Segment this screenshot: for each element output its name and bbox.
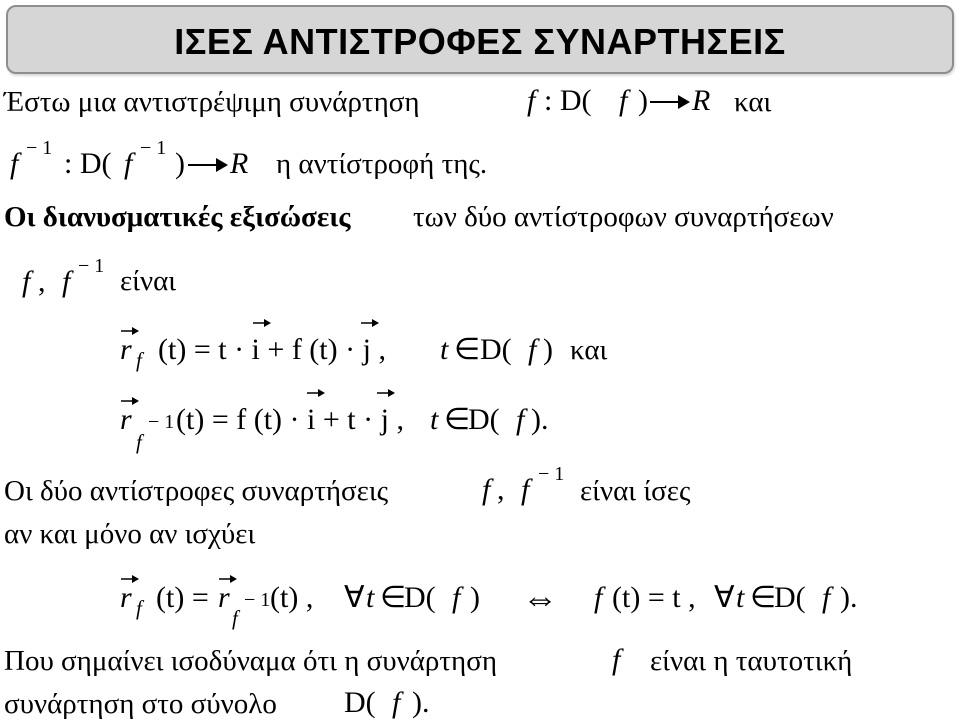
math-inverse-sup: − 1 [140, 137, 167, 159]
math-sub-f: f [136, 348, 142, 372]
math-close: ) [543, 333, 553, 366]
equation-1: (t) = t · i + f (t) · j , [158, 333, 386, 366]
and-text: και [734, 86, 772, 118]
element-of-symbol: ∈ [444, 403, 471, 436]
math-close: ). [412, 686, 430, 719]
math-comma: , [497, 473, 505, 506]
math-f: f [482, 473, 491, 506]
vector-arrow-icon [306, 387, 326, 399]
paragraph-text: Που σημαίνει ισοδύναμα ότι η συνάρτηση [4, 645, 497, 677]
math-f: f [594, 581, 603, 614]
forall-symbol: ∀ [714, 581, 735, 614]
arrow-icon [648, 92, 692, 112]
math-t: t [430, 403, 439, 436]
paragraph-text: συνάρτηση στο σύνολο [4, 688, 277, 720]
paragraph-text: είναι η ταυτοτική [650, 645, 853, 677]
vector-arrow-icon [376, 387, 396, 399]
math-f: f [124, 147, 133, 180]
page-title: ΙΣΕΣ ΑΝΤΙΣΤΡΟΦΕΣ ΣΥΝΑΡΤΗΣΕΙΣ [174, 21, 786, 62]
paragraph-text: είναι ίσες [580, 475, 691, 507]
math-d: D( [404, 581, 436, 614]
element-of-symbol: ∈ [454, 333, 481, 366]
math-close: ). [840, 581, 858, 614]
math-f: f [516, 403, 525, 436]
math-r: r [120, 403, 132, 436]
arrow-icon [186, 155, 230, 175]
bold-heading-text: Οι διανυσματικές εξισώσεις [4, 201, 351, 233]
math-f: f [619, 84, 628, 117]
equation-3-mid: (t) = [156, 581, 209, 614]
math-d: D( [344, 686, 376, 719]
math-f: f [392, 686, 401, 719]
math-f: f [452, 581, 461, 614]
intro-text: Έστω μια αντιστρέψιμη συνάρτηση [4, 86, 420, 118]
math-t: t [736, 581, 745, 614]
math-colon-d: : D( [544, 84, 592, 117]
inverse-text: η αντίστροφή της. [276, 148, 488, 180]
math-t: t [440, 333, 449, 366]
math-r: R [692, 84, 711, 117]
math-r: R [230, 147, 249, 180]
math-d: D( [468, 403, 500, 436]
math-comma: , [38, 265, 46, 298]
vector-arrow-icon [252, 317, 272, 329]
math-inverse-sup: − 1 [148, 411, 175, 433]
equation-2: (t) = f (t) · i + t · j , [176, 403, 404, 436]
iff-symbol: ⇔ [522, 578, 558, 618]
title-banner [6, 5, 954, 74]
math-r: r [218, 581, 230, 614]
forall-symbol: ∀ [344, 581, 365, 614]
math-inverse-sup: − 1 [244, 589, 271, 611]
math-close: ) [175, 147, 185, 180]
math-f: f [10, 147, 19, 180]
math-f: f [62, 265, 71, 298]
math-f: f [612, 643, 621, 676]
math-sub-f: f [232, 606, 238, 630]
element-of-symbol: ∈ [380, 581, 407, 614]
math-f: f [528, 333, 537, 366]
math-sub-f: f [136, 430, 142, 454]
equation-3-end: (t) , [270, 581, 314, 614]
math-f: f [527, 84, 536, 117]
math-inverse-sup: − 1 [26, 137, 53, 159]
paragraph-text: είναι [120, 265, 177, 297]
paragraph-text: των δύο αντίστροφων συναρτήσεων [413, 201, 834, 233]
element-of-symbol: ∈ [750, 581, 777, 614]
math-f: f [521, 473, 530, 506]
math-inverse-sup: − 1 [538, 463, 565, 485]
math-f: f [822, 581, 831, 614]
paragraph-text: Οι δύο αντίστροφες συναρτήσεις [4, 475, 389, 507]
math-colon-d: : D( [64, 147, 112, 180]
math-d: D( [774, 581, 806, 614]
math-inverse-sup: − 1 [78, 255, 105, 277]
math-close: ) [470, 581, 480, 614]
math-r: r [120, 333, 132, 366]
equation-3-rhs: (t) = t , [612, 581, 696, 614]
math-close: ) [638, 84, 648, 117]
math-t: t [366, 581, 375, 614]
paragraph-text: αν και μόνο αν ισχύει [4, 518, 256, 550]
math-close: ). [531, 403, 549, 436]
math-r: r [120, 581, 132, 614]
math-sub-f: f [136, 596, 142, 620]
vector-arrow-icon [360, 317, 380, 329]
and-text: και [570, 334, 608, 366]
math-f: f [22, 265, 31, 298]
math-d: D( [480, 333, 512, 366]
